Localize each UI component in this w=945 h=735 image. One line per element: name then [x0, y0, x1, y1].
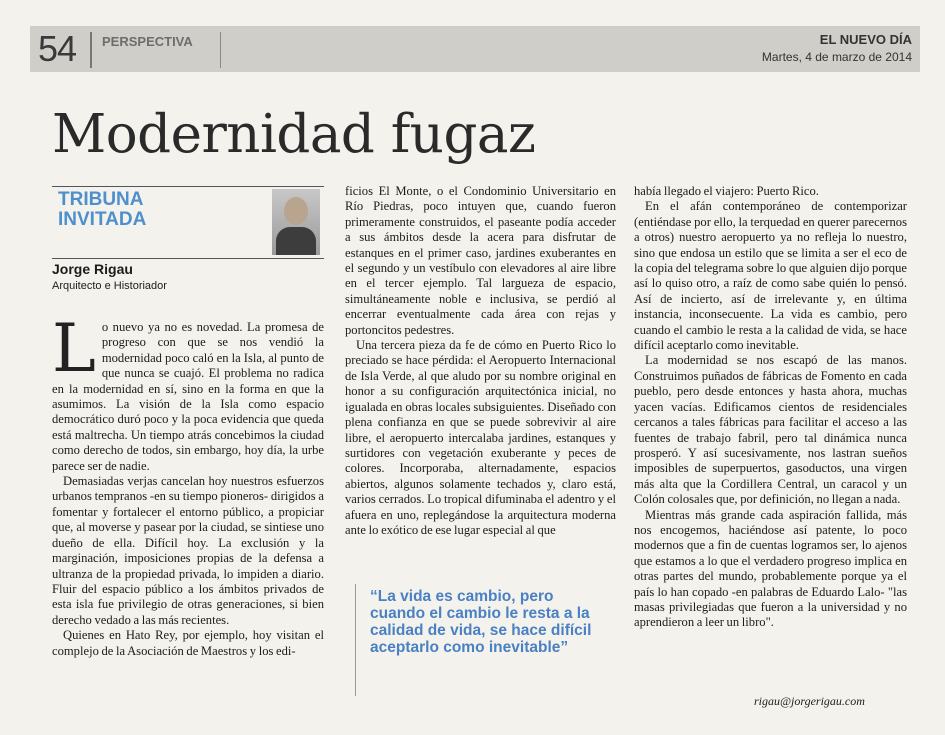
author-name: Jorge Rigau — [52, 261, 133, 277]
author-email: rigau@jorgerigau.com — [754, 694, 865, 708]
header-divider — [90, 32, 92, 68]
author-photo-head — [284, 197, 308, 225]
paragraph: Lo nuevo ya no es novedad. La promesa de progreso con que se nos vendió la modernidad poco caló en la Isla, al punto de que nunca se cuajó. El problema no radica en la modernidad en sí, sino en la forma en que la asumimos. La visión de la Isla como espacio democrático duró poco y la poca evidencia que queda está maltrecha. Un tiempo atrás concebimos la ciudad como derecho de todos, sin embargo, hoy día, la urbe parece ser de nadie. — [52, 320, 324, 473]
article-column-2 — [345, 184, 616, 568]
column-label-line1: TRIBUNA — [58, 189, 144, 210]
paragraph: había llegado el viajero: Puerto Rico. — [634, 184, 819, 198]
paragraph: Quienes en Hato Rey, por ejemplo, hoy visitan el complejo de la Asociación de Maestros y los edi- — [52, 628, 324, 658]
paragraph: ficios El Monte, o el Condominio Universitario en Río Piedras, poco intuyen que, cuando fueron primeramente construidos, el paseante podía acceder a sus ámbitos desde la acera para disfrutar de estanques en el primer caso, jardines exuberantes en el segundo y un vestíbulo con elevadores al aire libre en el tercer ejemplo. Tal largueza de espacio, simultáneamente noble e inclusiva, se perdió al encerrar eventualmente cada área con rejas y portoncitos pedestres. — [345, 184, 616, 337]
pull-quote: “La vida es cambio, pero cuando el cambio le resta a la calidad de vida, se hace difícil aceptarlo como inevitable” — [370, 588, 592, 656]
paragraph: La modernidad se nos escapó de las manos. Construimos puñados de fábricas de Fomento en cada pueblo, pero desde entonces y hasta ahora, muchas yacen vacías. Edificamos cientos de residenciales cercanos a tales fábricas para facilitar el acceso a las fuentes de trabajo fabril, pero tal dinámica nunca prosperó. Y así sucesivamente, nos lastran sueños imposibles de superpuertos, gasoductos, una virgen más alta que la Cordillera Central, un caracol y un Colón colosales que, por definición, no llegan a nada. — [634, 353, 907, 507]
paragraph: Una tercera pieza da fe de cómo en Puerto Rico lo preciado se hace pérdida: el Aeropuerto Internacional de Isla Verde, al que aludo por su nombre original en honor a su configuración arquitectónica inicial, no igualada en obras locales subsiguientes. Diseñado con plena confianza en que se puede sobrevivir al aire libre, el aeropuerto intercalaba jardines, estanques y surtidores con vegetación exuberante y peces de colores. Incorporaba, alternadamente, espacios abiertos, algunos solamente techados y, claro está, varios cerrados. Lo tropical difuminaba el adentro y el afuera en uno, replegándose la arquitectura moderna ante lo exótico de ese lugar especial al que — [345, 338, 616, 537]
author-role: Arquitecto e Historiador — [52, 280, 167, 292]
author-photo — [272, 189, 320, 255]
page-number: 54 — [38, 28, 77, 69]
pull-quote-rule — [355, 584, 356, 696]
newspaper-name: EL NUEVO DÍA — [819, 32, 912, 47]
section-name: PERSPECTIVA — [102, 34, 193, 49]
article-column-1 — [52, 320, 324, 706]
drop-cap: L — [52, 320, 96, 387]
page-header — [30, 26, 920, 72]
header-divider-2 — [220, 32, 221, 68]
column-label — [58, 190, 268, 230]
byline-rule — [52, 258, 324, 259]
headline: Modernidad fugaz — [52, 104, 536, 165]
issue-date: Martes, 4 de marzo de 2014 — [761, 50, 912, 64]
column-label-line2: INVITADA — [58, 209, 147, 230]
byline-top-rule — [52, 186, 324, 187]
paragraph: Demasiadas verjas cancelan hoy nuestros esfuerzos urbanos tempranos -en su tiempo pioneros- dirigidos a fomentar y fortalecer el entorno público, a propiciar que, al moverse y pasear por la ciudad, se sintiese uno dueño de ella. Difícil hoy. La exclusión y la marginación, imposiciones propias de la defensa a ultranza de la propiedad privada, lo impiden a diario. Fluir del espacio público a los ámbitos privados de esta isla fue privilegio de otras generaciones, si bien derecho vedado a las más recientes. — [52, 474, 324, 627]
author-photo-body — [276, 227, 316, 255]
paragraph: En el afán contemporáneo de contemporizar (entiéndase por ello, la terquedad en querer parecernos a otros) nuestro aeropuerto ya no refleja lo nuestro, sino que endosa un estilo que se limita a ser el eco de la copia del telegrama sobre lo que alguien dijo porque así lo quiso otro, a raíz de como sabe quién lo pensó. Así de incierto, así de irrelevante y, en última instancia, inconsecuente. La vida es cambio, pero cuando el cambio le resta a la calidad de vida, se hace difícil aceptarlo como inevitable. — [634, 199, 907, 353]
article-column-3 — [634, 184, 907, 694]
paragraph: Mientras más grande cada aspiración fallida, más nos encogemos, haciéndose así patente, lo poco modernos que a fin de cuentas logramos ser, lo ajenos que estamos a lo que el verdadero progreso implica en otras partes del mundo, probablemente porque ya el país lo han copado -en palabras de Eduardo Lalo- "las masas privilegiadas que fueron a la universidad y no aprendieron a leer un libro". — [634, 507, 907, 630]
